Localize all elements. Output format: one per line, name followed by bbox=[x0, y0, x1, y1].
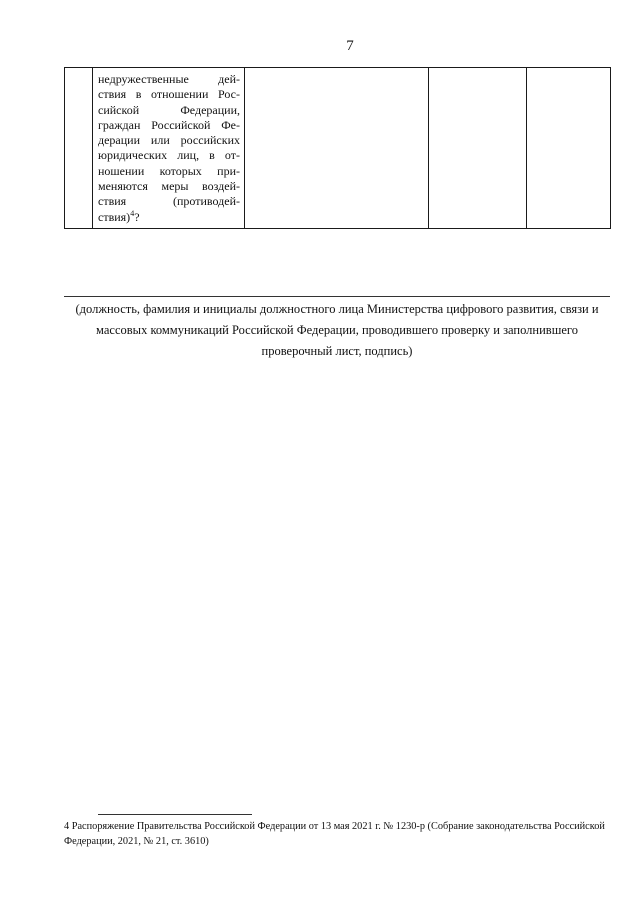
question-text bbox=[93, 68, 244, 228]
question-line: недружественные дей- bbox=[98, 72, 240, 86]
signature-line bbox=[64, 296, 610, 297]
question-cell bbox=[93, 68, 245, 229]
question-line: ношении которых при- bbox=[98, 163, 240, 178]
footnote-separator bbox=[98, 814, 252, 815]
question-line: юридических лиц, в от- bbox=[98, 148, 240, 163]
page-number: 7 bbox=[346, 38, 354, 54]
row-number-cell bbox=[65, 68, 93, 229]
question-line: ствия в отношении Рос- bbox=[98, 87, 240, 102]
signature-caption: (должность, фамилия и инициалы должностного лица Министерства цифрового развития, связи и массовых коммуникаций Российской Федерации, проводившего проверку и заполнившего проверочный лист, подпись) bbox=[75, 302, 599, 358]
question-last-line bbox=[98, 210, 240, 225]
question-line: граждан Российской Фе- bbox=[98, 117, 240, 132]
question-line: меняются меры воздей- bbox=[98, 179, 240, 194]
footnote-text: 4 Распоряжение Правительства Российской Федерации от 13 мая 2021 г. № 1230-р (Собрание законодательства Российской Федерации, 2021, № 21, ст. 3610) bbox=[64, 821, 605, 847]
question-line: ствия (противодей- bbox=[98, 194, 240, 209]
checklist-table bbox=[64, 67, 611, 229]
question-line: дерации или российских bbox=[98, 133, 240, 148]
footnote-reference: 4 bbox=[130, 208, 135, 218]
question-line: сийской Федерации, bbox=[98, 102, 240, 117]
question-line: ствия) bbox=[98, 209, 131, 224]
answer-cell bbox=[527, 68, 611, 229]
answer-cell bbox=[429, 68, 527, 229]
answer-cell bbox=[245, 68, 429, 229]
table-row bbox=[65, 68, 611, 229]
question-mark: ? bbox=[134, 209, 140, 224]
